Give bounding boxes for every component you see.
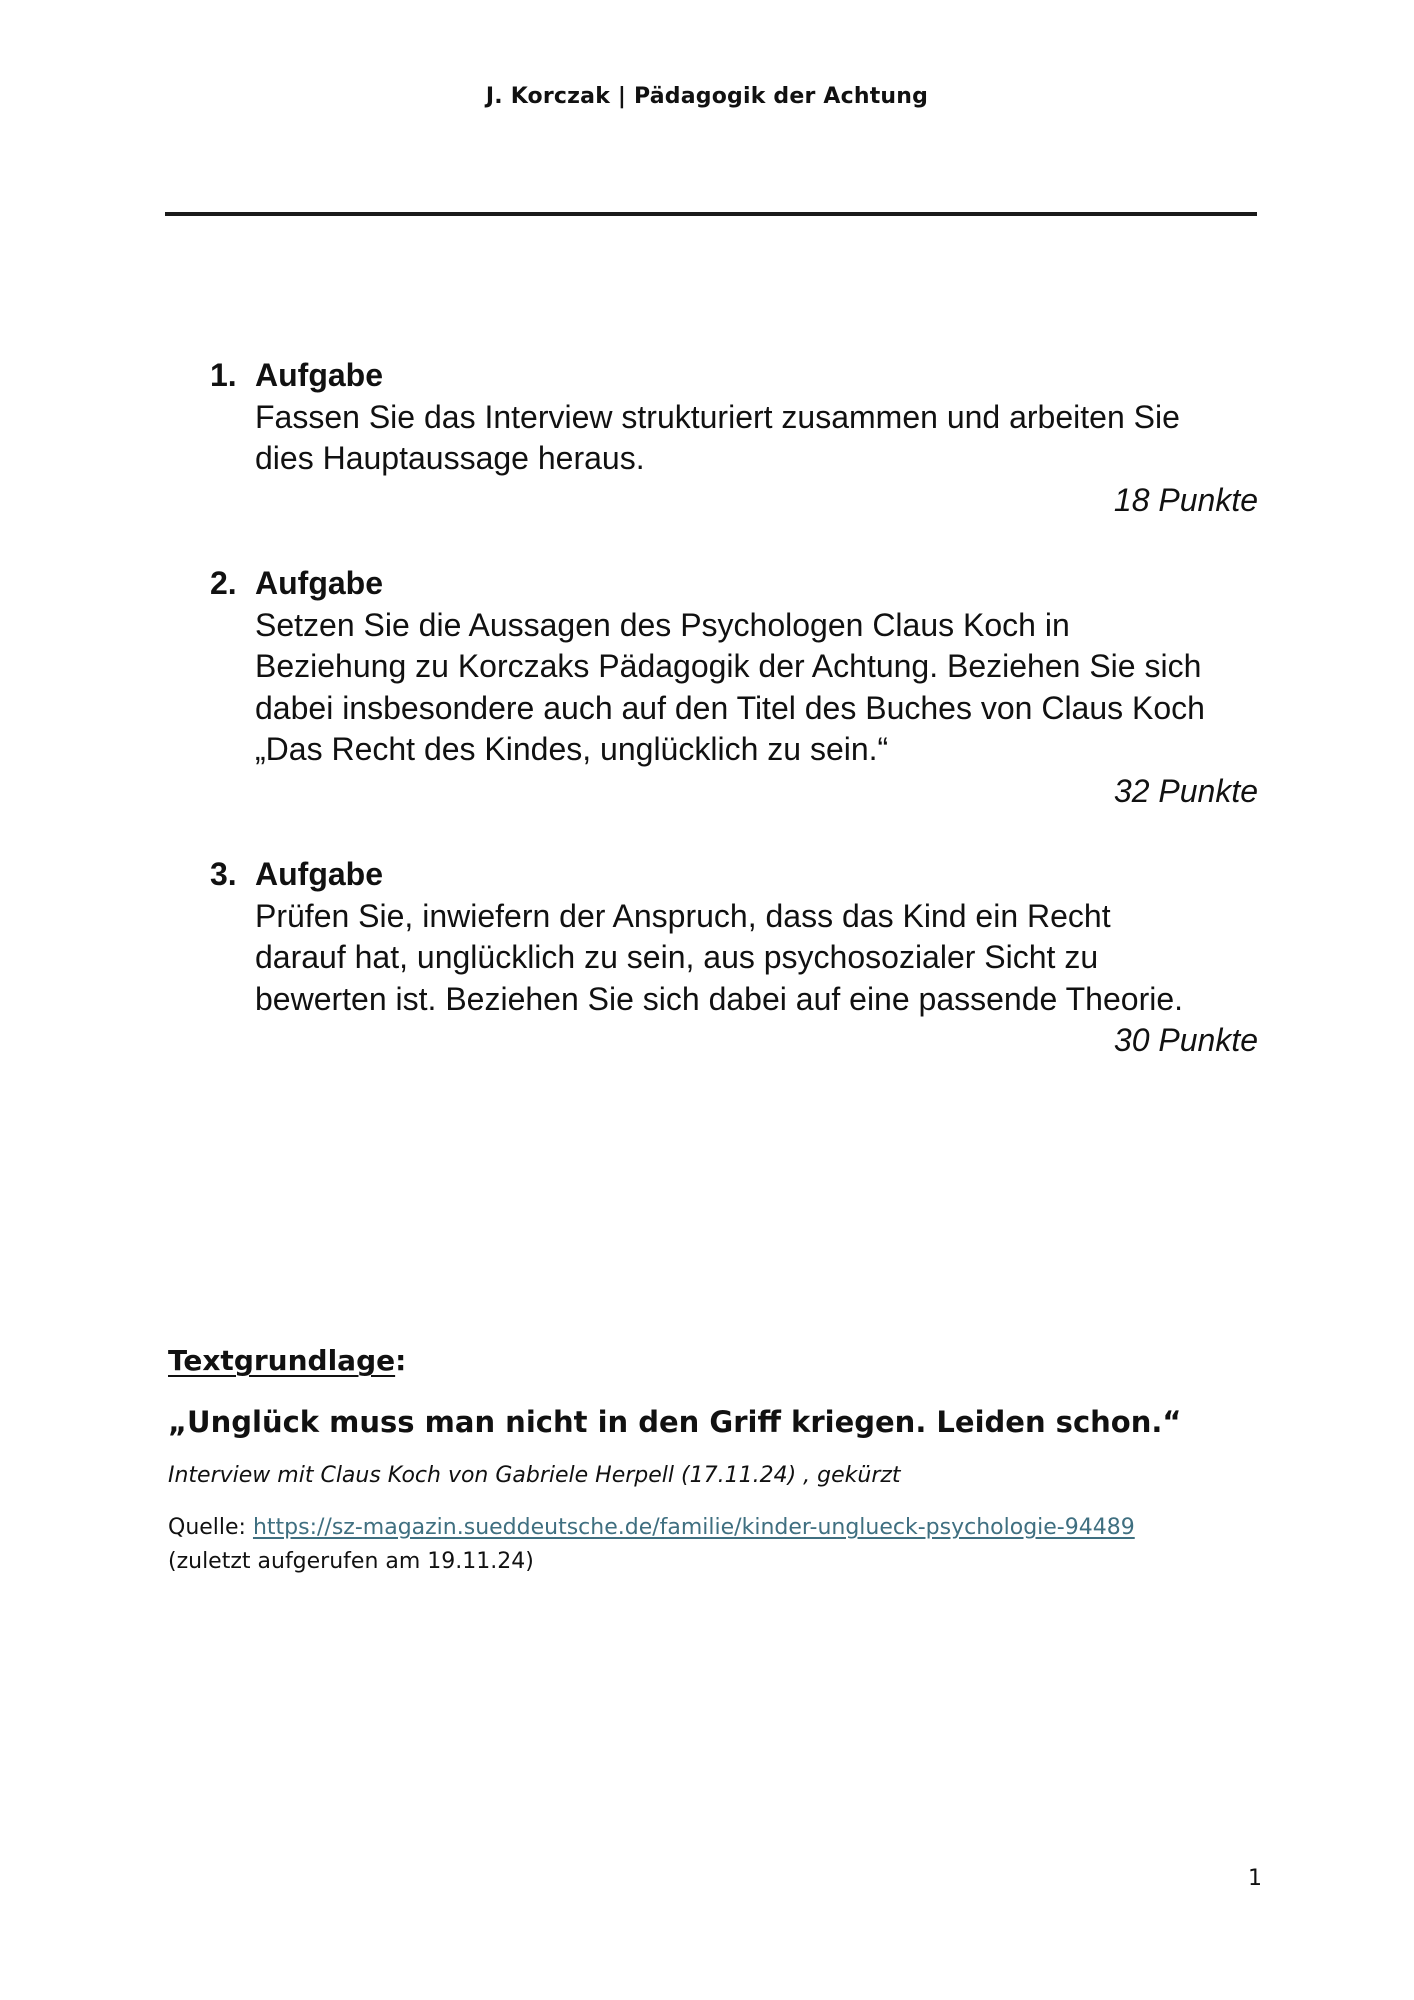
task-title: Aufgabe [255,565,383,601]
header-divider [165,212,1257,216]
task-text-line: Fassen Sie das Interview strukturiert zusammen und arbeiten Sie [255,398,1180,435]
task-text-line: Beziehung zu Korczaks Pädagogik der Achtung. Beziehen Sie sich [255,648,1202,684]
source-url-line [168,1511,1268,1545]
task-text-line: darauf hat, unglücklich zu sein, aus psychosozialer Sicht zu [255,939,1099,975]
task-text-line: Setzen Sie die Aussagen des Psychologen Claus Koch in [255,606,1070,643]
task-number: 1. [210,357,237,393]
task-text-line: Prüfen Sie, inwiefern der Anspruch, dass das Kind ein Recht [255,897,1111,934]
source-heading-colon: : [395,1344,407,1377]
source-quelle-label: Quelle: [168,1515,253,1540]
source-url-link[interactable]: https://sz-magazin.sueddeutsche.de/familie/kinder-unglueck-psychologie-94489 [252,1515,1135,1540]
task-number: 3. [210,856,237,892]
task-title: Aufgabe [255,856,383,892]
source-meta: Interview mit Claus Koch von Gabriele Herpell (17.11.24) , gekürzt [168,1463,901,1488]
task-number: 2. [210,565,237,601]
task-points: 18 Punkte [1113,481,1258,518]
task-text-line: bewerten ist. Beziehen Sie sich dabei auf eine passende Theorie. [255,980,1184,1017]
source-section [168,1343,1268,1579]
task-item-3 [200,854,1260,1062]
task-points: 32 Punkte [1113,772,1258,809]
source-article-title: „Unglück muss man nicht in den Griff kriegen. Leiden schon.“ [168,1405,1182,1439]
task-item-2 [200,563,1260,812]
task-item-1 [200,355,1260,521]
task-text-line: „Das Recht des Kindes, unglücklich zu sein.“ [255,731,889,767]
task-title: Aufgabe [255,357,383,393]
task-text-line: dies Hauptaussage heraus. [255,440,645,476]
source-heading [168,1343,1268,1379]
task-points: 30 Punkte [1113,1022,1258,1058]
page-header: J. Korczak | Pädagogik der Achtung [485,84,929,109]
source-accessed: (zuletzt aufgerufen am 19.11.24) [168,1549,534,1574]
source-heading-label: Textgrundlage [168,1344,396,1377]
page-number: 1 [1248,1866,1262,1891]
task-text-line: dabei insbesondere auch auf den Titel des Buches von Claus Koch [255,689,1205,726]
task-list [200,355,1260,1104]
